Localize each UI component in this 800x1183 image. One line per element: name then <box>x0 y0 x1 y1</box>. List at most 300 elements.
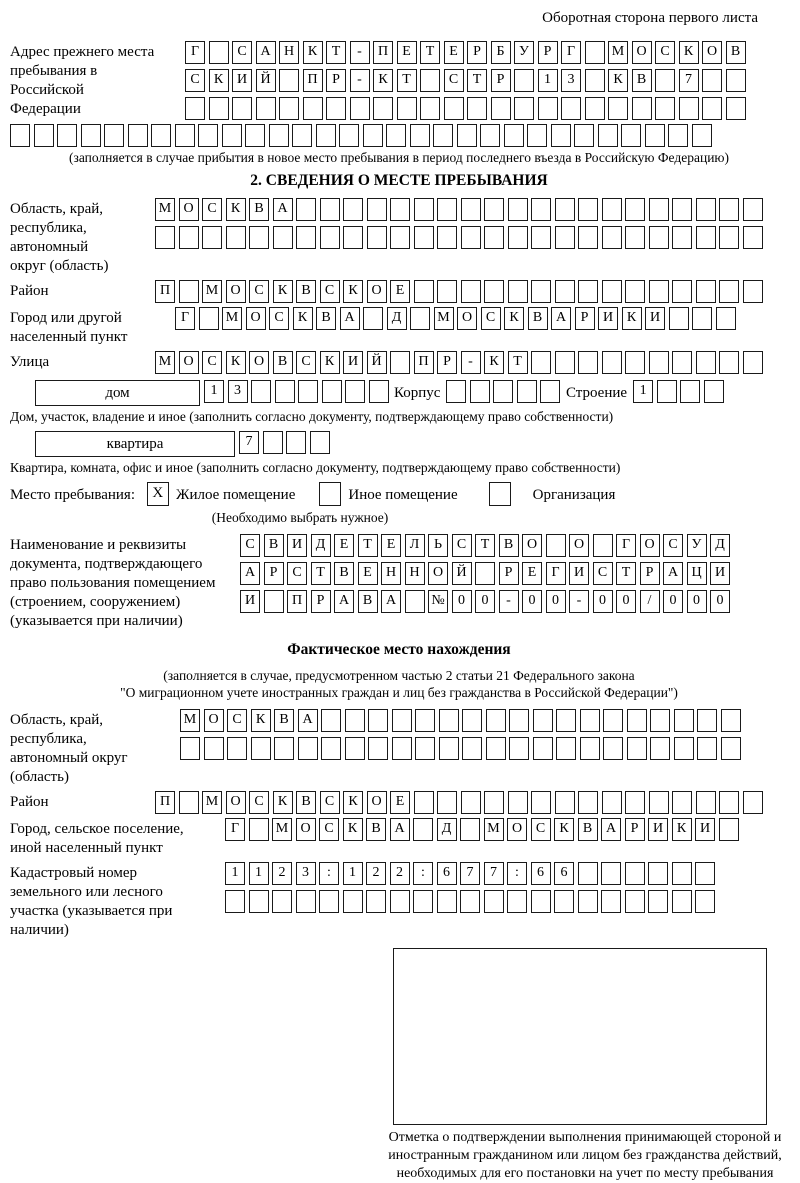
field-f-oblast <box>10 709 788 787</box>
house-widebox: дом <box>35 380 200 406</box>
char-cell <box>269 124 289 147</box>
char-cell <box>517 380 537 403</box>
char-cell <box>625 351 645 374</box>
char-cell <box>369 380 389 403</box>
char-cell: 1 <box>204 380 224 403</box>
char-cell: О <box>640 534 660 557</box>
char-cell: Д <box>710 534 730 557</box>
char-cell <box>578 791 598 814</box>
char-cell <box>508 280 528 303</box>
char-cell: П <box>155 280 175 303</box>
char-cell: Р <box>264 562 284 585</box>
char-cell <box>414 198 434 221</box>
char-cell <box>489 482 511 506</box>
char-cell <box>556 737 576 760</box>
char-cell: С <box>593 562 613 585</box>
char-cell: А <box>381 590 401 613</box>
char-cell <box>672 198 692 221</box>
char-cell <box>298 737 318 760</box>
option-zhiloe-label: Жилое помещение <box>176 487 296 503</box>
char-cell: С <box>319 818 339 841</box>
char-cell <box>657 380 677 403</box>
char-cell: Т <box>326 41 346 64</box>
prev-address-row-3 <box>185 97 749 120</box>
char-cell <box>632 97 652 120</box>
char-cell <box>719 226 739 249</box>
char-cell <box>322 380 342 403</box>
char-cell: С <box>240 534 260 557</box>
char-cell <box>264 590 284 613</box>
char-cell <box>743 791 763 814</box>
char-cell: 1 <box>538 69 558 92</box>
char-cell: 6 <box>531 862 551 885</box>
char-cell: М <box>434 307 454 330</box>
char-cell: М <box>155 351 175 374</box>
char-cell: 0 <box>663 590 683 613</box>
char-cell <box>410 307 430 330</box>
char-cell: Е <box>381 534 401 557</box>
char-cell <box>514 69 534 92</box>
char-cell <box>578 226 598 249</box>
char-cell <box>249 226 269 249</box>
char-cell <box>509 737 529 760</box>
char-cell <box>420 97 440 120</box>
char-cell <box>151 124 171 147</box>
char-cell <box>602 351 622 374</box>
doc-row-3 <box>240 590 734 613</box>
field-cadastral <box>10 862 788 940</box>
char-cell: Е <box>390 280 410 303</box>
char-cell: К <box>320 351 340 374</box>
char-cell: И <box>287 534 307 557</box>
char-cell <box>390 198 410 221</box>
char-cell <box>648 890 668 913</box>
char-cell: М <box>608 41 628 64</box>
char-cell: О <box>226 791 246 814</box>
char-cell <box>279 97 299 120</box>
char-cell: - <box>569 590 589 613</box>
char-cell: О <box>204 709 224 732</box>
char-cell: О <box>179 351 199 374</box>
f-raion-label: Район <box>10 794 49 810</box>
char-cell: Й <box>367 351 387 374</box>
char-cell <box>585 97 605 120</box>
char-cell: В <box>316 307 336 330</box>
char-cell <box>743 198 763 221</box>
doc-label: Наименование и реквизиты документа, подтверждающего право пользования помещением (строением, сооружением) (указывается при наличии) <box>10 537 216 629</box>
char-cell <box>446 380 466 403</box>
f-oblast-row-2 <box>180 737 744 760</box>
char-cell: С <box>531 818 551 841</box>
stroenie-label: Строение <box>565 385 628 401</box>
char-cell <box>649 226 669 249</box>
char-cell <box>373 97 393 120</box>
field-raion <box>10 280 788 303</box>
char-cell: И <box>710 562 730 585</box>
char-cell <box>716 307 736 330</box>
char-cell <box>696 351 716 374</box>
char-cell: 0 <box>475 590 495 613</box>
char-cell <box>649 280 669 303</box>
char-cell <box>128 124 148 147</box>
char-cell: 0 <box>593 590 613 613</box>
char-cell: О <box>367 791 387 814</box>
char-cell: М <box>155 198 175 221</box>
char-cell: С <box>452 534 472 557</box>
char-cell <box>674 737 694 760</box>
char-cell: В <box>274 709 294 732</box>
char-cell <box>719 198 739 221</box>
char-cell: - <box>350 41 370 64</box>
char-cell: О <box>569 534 589 557</box>
char-cell <box>437 226 457 249</box>
char-cell: 3 <box>228 380 248 403</box>
char-cell: У <box>687 534 707 557</box>
char-cell <box>326 97 346 120</box>
char-cell <box>507 890 527 913</box>
char-cell: Й <box>452 562 472 585</box>
char-cell: И <box>232 69 252 92</box>
factual-title: Фактическое место нахождения <box>287 641 511 658</box>
char-cell <box>390 890 410 913</box>
house-note: Дом, участок, владение и иное (заполнить согласно документу, подтверждающему право собственности) <box>10 409 614 424</box>
char-cell: Г <box>185 41 205 64</box>
char-cell: А <box>390 818 410 841</box>
char-cell: П <box>287 590 307 613</box>
char-cell <box>279 69 299 92</box>
char-cell <box>561 97 581 120</box>
char-cell: Н <box>279 41 299 64</box>
char-cell <box>602 280 622 303</box>
char-cell <box>674 709 694 732</box>
char-cell <box>655 69 675 92</box>
prev-address-row-1 <box>185 41 749 64</box>
char-cell <box>625 862 645 885</box>
field-f-raion <box>10 791 788 814</box>
char-cell <box>719 791 739 814</box>
char-cell <box>679 97 699 120</box>
char-cell: Е <box>334 534 354 557</box>
char-cell <box>272 890 292 913</box>
char-cell: Т <box>475 534 495 557</box>
char-cell: К <box>226 198 246 221</box>
char-cell: Д <box>437 818 457 841</box>
f-gorod-row <box>225 818 742 841</box>
char-cell <box>540 380 560 403</box>
char-cell: М <box>222 307 242 330</box>
char-cell <box>608 97 628 120</box>
char-cell <box>484 890 504 913</box>
char-cell <box>578 280 598 303</box>
char-cell <box>508 791 528 814</box>
char-cell <box>531 280 551 303</box>
char-cell: С <box>663 534 683 557</box>
char-cell: С <box>249 280 269 303</box>
char-cell: В <box>296 791 316 814</box>
oblast-label: Область, край, республика, автономный округ (область) <box>10 201 109 274</box>
char-cell: Т <box>311 562 331 585</box>
char-cell <box>437 198 457 221</box>
char-cell: О <box>428 562 448 585</box>
stay-type-label: Место пребывания: <box>10 487 135 503</box>
char-cell: К <box>343 791 363 814</box>
char-cell <box>603 709 623 732</box>
char-cell: П <box>303 69 323 92</box>
char-cell <box>104 124 124 147</box>
char-cell: 6 <box>437 862 457 885</box>
char-cell <box>199 307 219 330</box>
field-doc <box>10 534 788 631</box>
char-cell <box>470 380 490 403</box>
char-cell <box>367 226 387 249</box>
char-cell: С <box>655 41 675 64</box>
char-cell <box>580 737 600 760</box>
char-cell: А <box>551 307 571 330</box>
char-cell: 0 <box>616 590 636 613</box>
char-cell <box>414 280 434 303</box>
char-cell: О <box>246 307 266 330</box>
char-cell <box>292 124 312 147</box>
char-cell: В <box>334 562 354 585</box>
raion-label: Район <box>10 283 49 299</box>
stay-type-row <box>10 482 788 508</box>
char-cell: Е <box>358 562 378 585</box>
char-cell: Е <box>397 41 417 64</box>
korpus-boxes <box>446 380 564 403</box>
char-cell <box>627 737 647 760</box>
char-cell: К <box>273 280 293 303</box>
char-cell <box>444 97 464 120</box>
char-cell <box>696 226 716 249</box>
char-cell: 2 <box>272 862 292 885</box>
char-cell: 0 <box>710 590 730 613</box>
char-cell <box>555 226 575 249</box>
doc-row-2 <box>240 562 734 585</box>
char-cell <box>486 709 506 732</box>
char-cell <box>34 124 54 147</box>
char-cell <box>672 862 692 885</box>
char-cell <box>345 380 365 403</box>
char-cell <box>702 97 722 120</box>
char-cell: Г <box>561 41 581 64</box>
char-cell: М <box>202 280 222 303</box>
char-cell <box>245 124 265 147</box>
char-cell <box>672 791 692 814</box>
char-cell: 2 <box>366 862 386 885</box>
char-cell <box>316 124 336 147</box>
prev-address-note: (заполняется в случае прибытия в новое место пребывания в период последнего въезда в Российскую Федерацию) <box>68 150 730 165</box>
char-cell: Т <box>420 41 440 64</box>
char-cell <box>692 307 712 330</box>
char-cell: А <box>273 198 293 221</box>
char-cell <box>602 226 622 249</box>
char-cell: С <box>232 41 252 64</box>
char-cell <box>527 124 547 147</box>
char-cell: О <box>457 307 477 330</box>
char-cell <box>555 198 575 221</box>
char-cell: 0 <box>452 590 472 613</box>
char-cell: А <box>298 709 318 732</box>
char-cell <box>484 280 504 303</box>
char-cell <box>531 791 551 814</box>
char-cell <box>625 226 645 249</box>
char-cell <box>275 380 295 403</box>
char-cell <box>209 41 229 64</box>
char-cell <box>227 737 247 760</box>
char-cell <box>531 890 551 913</box>
char-cell: В <box>358 590 378 613</box>
char-cell <box>743 280 763 303</box>
char-cell <box>509 709 529 732</box>
stroenie-boxes <box>633 380 727 403</box>
checkbox-zhiloe <box>147 482 173 505</box>
char-cell <box>531 226 551 249</box>
char-cell: 1 <box>249 862 269 885</box>
oblast-row-2 <box>155 226 766 249</box>
char-cell <box>621 124 641 147</box>
char-cell <box>57 124 77 147</box>
char-cell: Е <box>522 562 542 585</box>
char-cell <box>475 562 495 585</box>
char-cell: А <box>601 818 621 841</box>
char-cell <box>695 862 715 885</box>
option-inoe-label: Иное помещение <box>348 487 458 503</box>
char-cell <box>533 709 553 732</box>
char-cell <box>439 709 459 732</box>
char-cell: Ц <box>687 562 707 585</box>
char-cell: В <box>726 41 746 64</box>
char-cell: О <box>702 41 722 64</box>
char-cell <box>578 198 598 221</box>
char-cell: Р <box>538 41 558 64</box>
char-cell: : <box>319 862 339 885</box>
char-cell: Б <box>491 41 511 64</box>
char-cell <box>484 198 504 221</box>
char-cell: - <box>461 351 481 374</box>
char-cell <box>415 709 435 732</box>
char-cell <box>179 280 199 303</box>
char-cell: В <box>249 198 269 221</box>
char-cell: 0 <box>687 590 707 613</box>
char-cell <box>386 124 406 147</box>
char-cell <box>198 124 218 147</box>
char-cell <box>202 226 222 249</box>
char-cell: О <box>249 351 269 374</box>
char-cell: С <box>227 709 247 732</box>
char-cell <box>672 351 692 374</box>
char-cell <box>462 737 482 760</box>
char-cell <box>461 198 481 221</box>
char-cell <box>319 482 341 506</box>
char-cell <box>366 890 386 913</box>
char-cell: О <box>522 534 542 557</box>
prev-address-label: Адрес прежнего места пребывания в Российской Федерации <box>10 44 155 117</box>
char-cell: Г <box>175 307 195 330</box>
char-cell <box>368 709 388 732</box>
char-cell: С <box>444 69 464 92</box>
char-cell <box>650 737 670 760</box>
char-cell <box>574 124 594 147</box>
char-cell <box>598 124 618 147</box>
char-cell <box>175 124 195 147</box>
char-cell: Л <box>405 534 425 557</box>
house-number-boxes <box>204 380 392 403</box>
char-cell: Г <box>546 562 566 585</box>
apartment-widebox: квартира <box>35 431 235 457</box>
char-cell <box>413 818 433 841</box>
char-cell: О <box>367 280 387 303</box>
char-cell: 7 <box>484 862 504 885</box>
prev-address-row-4 <box>10 124 788 147</box>
char-cell <box>695 890 715 913</box>
char-cell <box>298 380 318 403</box>
char-cell <box>461 791 481 814</box>
char-cell <box>672 226 692 249</box>
char-cell: П <box>414 351 434 374</box>
char-cell: Р <box>491 69 511 92</box>
char-cell: Т <box>397 69 417 92</box>
char-cell <box>546 534 566 557</box>
char-cell <box>533 737 553 760</box>
char-cell: Е <box>390 791 410 814</box>
char-cell <box>696 198 716 221</box>
char-cell: С <box>320 280 340 303</box>
char-cell: Е <box>444 41 464 64</box>
apartment-row <box>35 431 788 457</box>
factual-note-1: (заполняется в случае, предусмотренном частью 2 статьи 21 Федерального закона <box>163 668 635 683</box>
char-cell: С <box>481 307 501 330</box>
char-cell <box>155 226 175 249</box>
char-cell <box>460 818 480 841</box>
char-cell <box>696 280 716 303</box>
char-cell: - <box>350 69 370 92</box>
char-cell: И <box>695 818 715 841</box>
char-cell <box>410 124 430 147</box>
char-cell: К <box>303 41 323 64</box>
char-cell <box>672 890 692 913</box>
char-cell <box>320 198 340 221</box>
char-cell: 6 <box>554 862 574 885</box>
char-cell <box>555 280 575 303</box>
char-cell <box>491 97 511 120</box>
char-cell: К <box>209 69 229 92</box>
char-cell <box>593 534 613 557</box>
oblast-row-1 <box>155 198 766 221</box>
char-cell: К <box>373 69 393 92</box>
char-cell <box>556 709 576 732</box>
char-cell: И <box>569 562 589 585</box>
f-raion-row <box>155 791 766 814</box>
char-cell: Н <box>405 562 425 585</box>
korpus-label: Корпус <box>394 385 441 401</box>
char-cell <box>625 198 645 221</box>
char-cell <box>508 226 528 249</box>
char-cell: С <box>185 69 205 92</box>
char-cell <box>669 307 689 330</box>
char-cell: К <box>504 307 524 330</box>
char-cell <box>225 890 245 913</box>
char-cell <box>461 280 481 303</box>
option-org-label: Организация <box>532 487 616 503</box>
char-cell <box>249 818 269 841</box>
char-cell <box>649 198 669 221</box>
char-cell: 0 <box>522 590 542 613</box>
char-cell: - <box>499 590 519 613</box>
char-cell <box>692 124 712 147</box>
char-cell <box>625 890 645 913</box>
char-cell <box>504 124 524 147</box>
char-cell <box>368 737 388 760</box>
